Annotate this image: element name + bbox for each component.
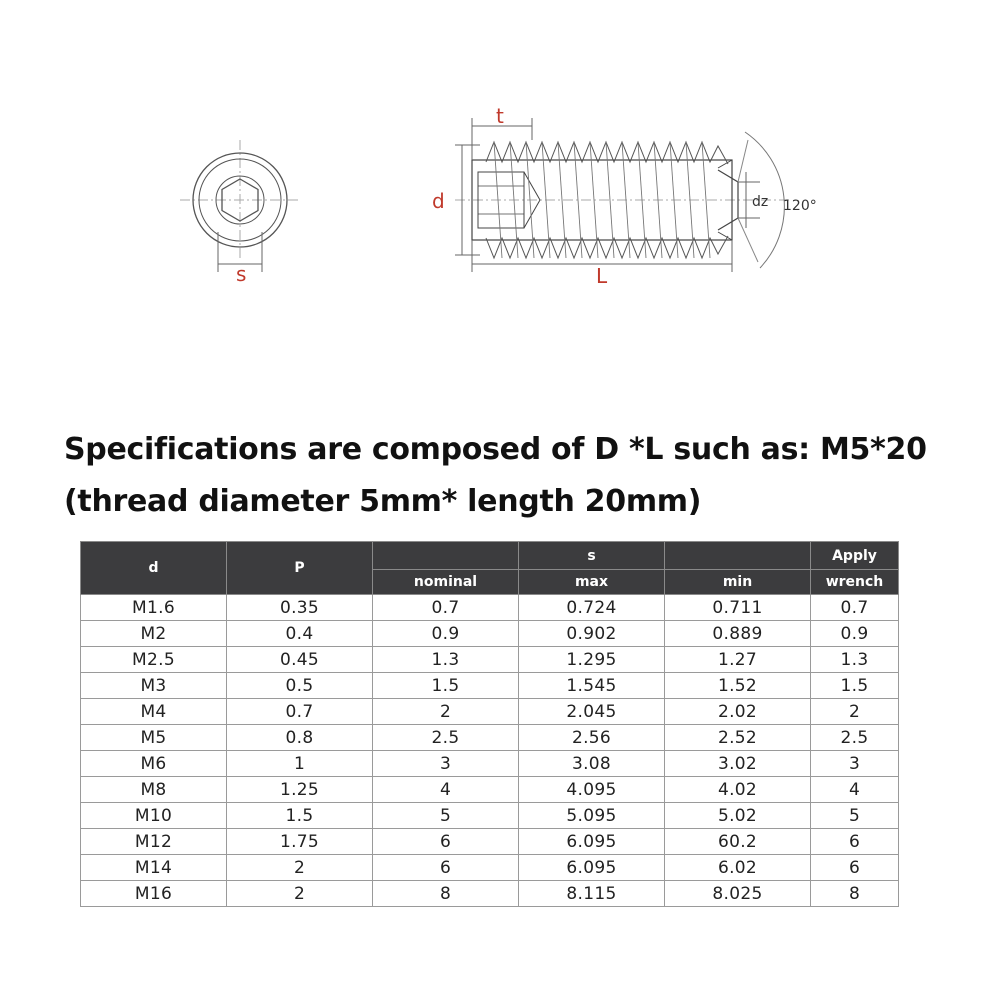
cell-s-min: 6.02 <box>665 855 811 881</box>
cell-s-min: 0.711 <box>665 595 811 621</box>
table-row <box>81 881 899 907</box>
cell-s-max: 0.724 <box>519 595 665 621</box>
label-L: L <box>596 264 608 288</box>
table-row <box>81 699 899 725</box>
col-header-P: P <box>227 542 373 595</box>
cell-s-min: 8.025 <box>665 881 811 907</box>
cell-s-nominal: 1.5 <box>373 673 519 699</box>
cell-s-min: 1.27 <box>665 647 811 673</box>
cell-d: M2 <box>81 621 227 647</box>
cell-pitch: 1 <box>227 751 373 777</box>
cell-s-max: 1.545 <box>519 673 665 699</box>
table-row <box>81 673 899 699</box>
cell-s-min: 4.02 <box>665 777 811 803</box>
cell-apply-wrench: 6 <box>811 829 899 855</box>
table-row <box>81 803 899 829</box>
col-header-wrench: wrench <box>811 570 899 595</box>
cell-pitch: 0.4 <box>227 621 373 647</box>
cell-d: M6 <box>81 751 227 777</box>
cell-s-nominal: 8 <box>373 881 519 907</box>
cell-apply-wrench: 2 <box>811 699 899 725</box>
cell-pitch: 2 <box>227 855 373 881</box>
cell-pitch: 2 <box>227 881 373 907</box>
cell-pitch: 0.8 <box>227 725 373 751</box>
cell-apply-wrench: 2.5 <box>811 725 899 751</box>
cell-apply-wrench: 8 <box>811 881 899 907</box>
cell-s-max: 3.08 <box>519 751 665 777</box>
side-view <box>455 118 790 272</box>
cell-apply-wrench: 5 <box>811 803 899 829</box>
cell-s-nominal: 2 <box>373 699 519 725</box>
cell-s-max: 6.095 <box>519 829 665 855</box>
table-row <box>81 595 899 621</box>
table-row <box>81 777 899 803</box>
cell-s-nominal: 1.3 <box>373 647 519 673</box>
cell-pitch: 1.25 <box>227 777 373 803</box>
cell-apply-wrench: 1.5 <box>811 673 899 699</box>
cell-s-nominal: 3 <box>373 751 519 777</box>
cell-s-min: 5.02 <box>665 803 811 829</box>
table-row <box>81 647 899 673</box>
cell-s-max: 5.095 <box>519 803 665 829</box>
cell-s-max: 2.045 <box>519 699 665 725</box>
end-view <box>180 140 300 272</box>
cell-s-min: 2.02 <box>665 699 811 725</box>
cell-pitch: 1.5 <box>227 803 373 829</box>
cell-s-nominal: 6 <box>373 829 519 855</box>
table-row <box>81 621 899 647</box>
label-d: d <box>432 189 445 213</box>
spec-table-body <box>81 595 899 907</box>
cell-d: M4 <box>81 699 227 725</box>
col-header-max: max <box>519 570 665 595</box>
cell-apply-wrench: 4 <box>811 777 899 803</box>
spec-heading-line1: Specifications are composed of D *L such as: M5*20 <box>64 432 927 467</box>
set-screw-drawing <box>0 0 1000 320</box>
cell-pitch: 0.5 <box>227 673 373 699</box>
cell-s-nominal: 0.9 <box>373 621 519 647</box>
cell-d: M10 <box>81 803 227 829</box>
cell-pitch: 0.35 <box>227 595 373 621</box>
table-row <box>81 751 899 777</box>
col-header-s: s <box>519 542 665 570</box>
cell-apply-wrench: 0.9 <box>811 621 899 647</box>
cell-d: M5 <box>81 725 227 751</box>
cell-apply-wrench: 6 <box>811 855 899 881</box>
table-row <box>81 855 899 881</box>
cell-s-max: 4.095 <box>519 777 665 803</box>
cell-s-nominal: 6 <box>373 855 519 881</box>
cell-s-nominal: 4 <box>373 777 519 803</box>
spec-table <box>80 541 899 907</box>
label-s: s <box>236 262 247 286</box>
cell-d: M1.6 <box>81 595 227 621</box>
cell-pitch: 1.75 <box>227 829 373 855</box>
cell-s-min: 60.2 <box>665 829 811 855</box>
cell-s-max: 1.295 <box>519 647 665 673</box>
cell-s-min: 3.02 <box>665 751 811 777</box>
col-header-d: d <box>81 542 227 595</box>
col-header-blank <box>665 542 811 570</box>
col-header-apply: Apply <box>811 542 899 570</box>
cell-d: M12 <box>81 829 227 855</box>
cell-s-min: 0.889 <box>665 621 811 647</box>
cell-pitch: 0.45 <box>227 647 373 673</box>
table-row <box>81 725 899 751</box>
label-dz: dz <box>752 194 769 210</box>
cell-s-min: 2.52 <box>665 725 811 751</box>
cell-s-max: 8.115 <box>519 881 665 907</box>
col-header-nominal: nominal <box>373 570 519 595</box>
cell-d: M2.5 <box>81 647 227 673</box>
cell-d: M8 <box>81 777 227 803</box>
cell-d: M3 <box>81 673 227 699</box>
cell-d: M14 <box>81 855 227 881</box>
table-row <box>81 829 899 855</box>
cell-s-nominal: 5 <box>373 803 519 829</box>
cell-apply-wrench: 0.7 <box>811 595 899 621</box>
cell-apply-wrench: 3 <box>811 751 899 777</box>
spec-heading-line2: (thread diameter 5mm* length 20mm) <box>64 484 702 519</box>
cell-s-max: 2.56 <box>519 725 665 751</box>
cell-pitch: 0.7 <box>227 699 373 725</box>
cell-s-nominal: 0.7 <box>373 595 519 621</box>
cell-s-max: 0.902 <box>519 621 665 647</box>
cell-s-max: 6.095 <box>519 855 665 881</box>
label-t: t <box>496 104 504 128</box>
label-angle: 120° <box>783 198 817 214</box>
cell-apply-wrench: 1.3 <box>811 647 899 673</box>
cell-s-nominal: 2.5 <box>373 725 519 751</box>
col-header-blank <box>373 542 519 570</box>
cell-d: M16 <box>81 881 227 907</box>
col-header-min: min <box>665 570 811 595</box>
cell-s-min: 1.52 <box>665 673 811 699</box>
